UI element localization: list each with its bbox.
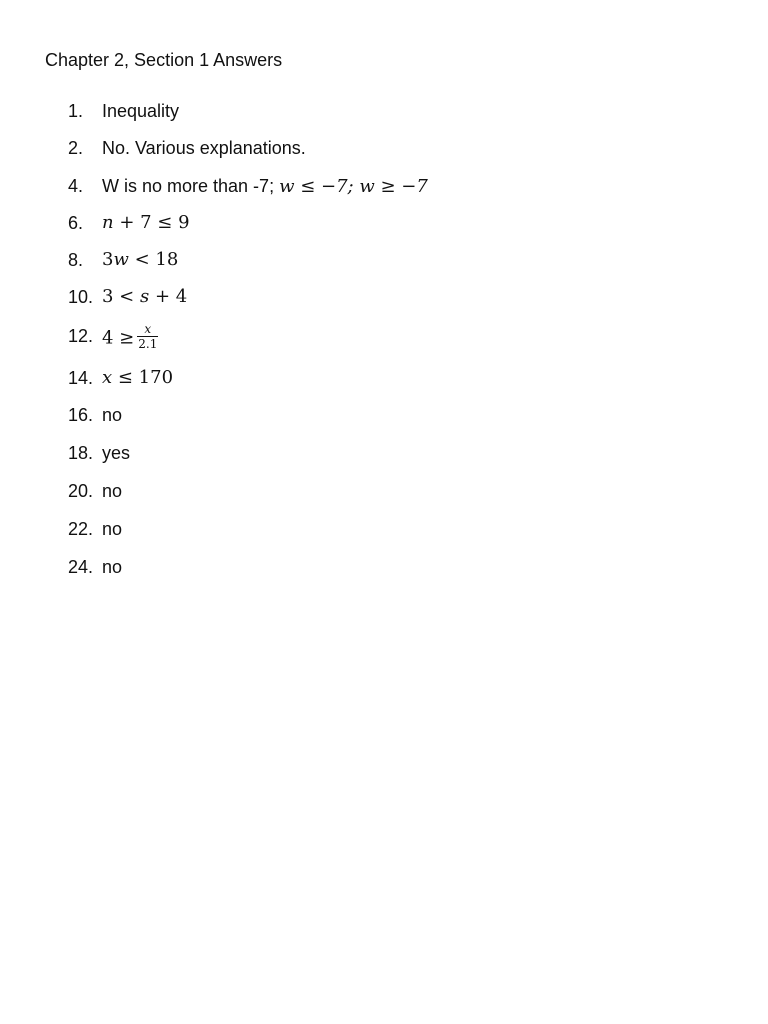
math-rest: + 7 ≤ 9 bbox=[113, 212, 190, 233]
answer-text: no bbox=[102, 557, 123, 577]
answer-text: yes bbox=[102, 443, 131, 463]
math-coefficient: 3 bbox=[102, 249, 114, 270]
math-expression bbox=[102, 248, 178, 272]
answer-text: Inequality bbox=[102, 101, 180, 121]
answer-number: 2. bbox=[68, 138, 84, 158]
math-rest: + 4 bbox=[149, 286, 188, 307]
math-rest: ≤ 170 bbox=[112, 367, 174, 388]
answer-text: no bbox=[102, 481, 123, 501]
answer-number: 22. bbox=[68, 519, 94, 539]
math-prefix: 3 < bbox=[102, 286, 140, 307]
answer-text: no bbox=[102, 519, 123, 539]
answer-number: 24. bbox=[68, 557, 94, 577]
math-expression bbox=[102, 211, 190, 235]
fraction-numerator: x bbox=[137, 322, 158, 337]
math-variable: x bbox=[102, 367, 113, 388]
answer-number: 12. bbox=[68, 326, 94, 346]
math-variable: n bbox=[102, 212, 114, 233]
math-rest: < 18 bbox=[128, 249, 179, 270]
answer-number: 14. bbox=[68, 368, 94, 388]
answer-number: 10. bbox=[68, 287, 94, 307]
page-title: Chapter 2, Section 1 Answers bbox=[45, 50, 283, 70]
answer-words: W is no more than -7; bbox=[102, 176, 275, 196]
fraction-denominator: 2.1 bbox=[138, 337, 158, 351]
answer-number: 18. bbox=[68, 443, 94, 463]
math-w-le: w ≤ −7; bbox=[279, 176, 354, 197]
math-expression bbox=[102, 285, 187, 309]
answer-text bbox=[102, 174, 428, 199]
answer-number: 16. bbox=[68, 405, 94, 425]
math-expression bbox=[102, 366, 173, 390]
answer-number: 8. bbox=[68, 250, 84, 270]
answer-number: 20. bbox=[68, 481, 94, 501]
math-variable: s bbox=[139, 286, 150, 307]
answer-number: 1. bbox=[68, 101, 84, 121]
answer-text: no bbox=[102, 405, 123, 425]
math-expression bbox=[279, 176, 428, 197]
math-prefix: 4 ≥ bbox=[102, 327, 135, 349]
answer-number: 6. bbox=[68, 213, 84, 233]
math-expression bbox=[102, 324, 158, 353]
math-variable: w bbox=[113, 249, 129, 270]
answer-number: 4. bbox=[68, 176, 84, 196]
math-fraction bbox=[137, 322, 158, 351]
answer-text: No. Various explanations. bbox=[102, 138, 306, 158]
math-w-ge: w ≥ −7 bbox=[359, 176, 428, 197]
